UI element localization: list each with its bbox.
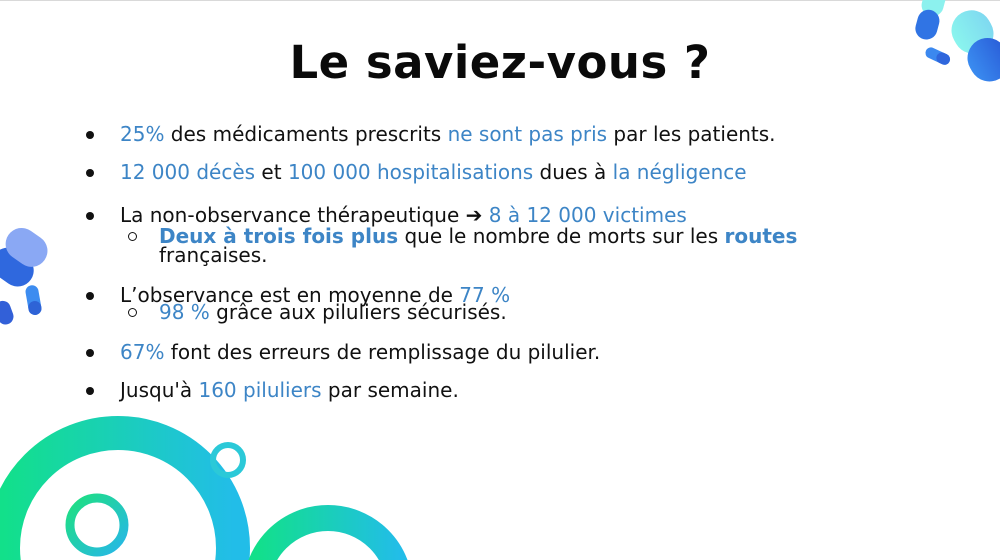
plain-text: par semaine. xyxy=(321,378,459,402)
pill-icon-left xyxy=(0,222,54,327)
plain-text: par les patients. xyxy=(607,122,776,146)
sub-bullet-circle xyxy=(128,232,137,241)
plain-text: que le nombre de morts sur les xyxy=(398,224,725,248)
highlight-text: la négligence xyxy=(612,160,747,184)
plain-text: et xyxy=(255,160,288,184)
highlight-text: Deux à trois fois plus xyxy=(159,224,399,248)
plain-text: La non-observance thérapeutique ➔ xyxy=(120,203,489,227)
highlight-text: routes xyxy=(724,224,798,248)
highlight-text: 98 % xyxy=(159,300,210,324)
plain-text: dues à xyxy=(533,160,613,184)
bullet-dot xyxy=(86,292,94,300)
plain-text: Jusqu'à xyxy=(120,378,199,402)
highlight-text: 100 000 hospitalisations xyxy=(287,160,534,184)
sub-bullet-circle xyxy=(128,308,137,317)
highlight-text: 160 piluliers xyxy=(198,378,322,402)
bullet-dot xyxy=(86,131,94,139)
plain-text: L’observance est en moyenne de xyxy=(120,283,460,307)
highlight-text: 25% xyxy=(120,122,165,146)
highlight-text: 8 à 12 000 victimes xyxy=(488,203,687,227)
bullet-text xyxy=(120,161,747,183)
ring-icon-bottom xyxy=(3,433,400,560)
sub-bullet-text: françaises. xyxy=(159,243,268,267)
plain-text: des médicaments prescrits xyxy=(164,122,448,146)
bullet-text xyxy=(120,379,459,401)
highlight-text: 77 % xyxy=(459,283,511,307)
sub-bullet-text xyxy=(159,300,507,324)
bullet-dot xyxy=(86,169,94,177)
highlight-text: ne sont pas pris xyxy=(447,122,608,146)
bullet-text xyxy=(120,123,776,145)
plain-text: font des erreurs de remplissage du pilulier. xyxy=(164,340,601,364)
highlight-text: 12 000 décès xyxy=(120,160,256,184)
plain-text: grâce aux piluliers sécurisés. xyxy=(209,300,507,324)
highlight-text: 67% xyxy=(120,340,165,364)
slide-title: Le saviez-vous ? xyxy=(289,36,711,89)
bullet-text xyxy=(120,204,687,226)
bullet-text xyxy=(120,341,600,363)
bullet-dot xyxy=(86,349,94,357)
bullet-dot xyxy=(86,387,94,395)
bullet-dot xyxy=(86,212,94,220)
